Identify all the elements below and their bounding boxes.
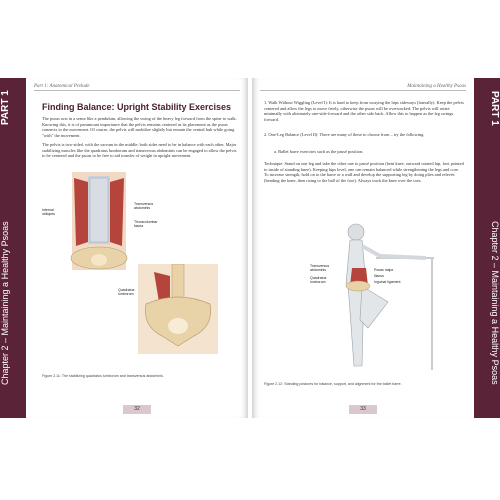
page-number: 32 bbox=[123, 405, 151, 414]
chapter-label: Chapter 2 – Maintaining a Healthy Psoas bbox=[490, 221, 500, 385]
label-thoracolumbar-fascia: Thoracolumbar fascia bbox=[134, 220, 158, 228]
paragraph: The pelvis is two-sided, with the sacrum in the middle; both sides need to be in balance with each other. Major stabilizing muscles like the quadratus lumborum and transversus abdominis can be engaged to allow the pelvis to be centered and the psoas to be free to aid transfer of weight in upright movement. bbox=[42, 142, 237, 159]
chapter-label: Chapter 2 – Maintaining a Healthy Psoas bbox=[0, 221, 10, 385]
right-page bbox=[252, 78, 474, 418]
book-spread bbox=[0, 78, 500, 418]
left-page bbox=[26, 78, 248, 418]
label-quadratus-lumborum: Quadratus lumborum bbox=[118, 288, 135, 296]
figure-caption: Figure 2.12: Standing postures for balance, support, and alignment for the ballet barre. bbox=[264, 382, 402, 386]
right-chapter-tab bbox=[474, 78, 500, 418]
label-inguinal-ligament: Inguinal ligament bbox=[374, 280, 401, 284]
running-head: Part 1: Anatomical Prelude bbox=[34, 84, 240, 91]
list-item: 1. Walk Without Wiggling (Level I): It is hard to keep from swaying the hips sideways (laterally). Keep the pelvis centered and allow the legs to move freely, otherwise the psoas will be overworked. The pelvis will rotate minimally with alternately one-side-forward and the other side back. Allow this to happen as the leg swings forward. bbox=[264, 100, 464, 122]
label-internal-obliques: Internal obliques bbox=[42, 208, 56, 216]
paragraph: The psoas acts in a sense like a pendulum, allowing the swing of the heavy leg forward from the spine to walk. Knowing this, it is of paramount importance that the pelvis remains centered as its placement as the psoas connects to the movement. Of course, the pelvis will mobilize slightly but remain the central hub while going "with" the movement. bbox=[42, 116, 237, 138]
page-number: 33 bbox=[349, 405, 377, 414]
running-head: Maintaining a Healthy Psoas bbox=[260, 84, 466, 91]
list-item: a. Ballet barre exercises such as the passé position. bbox=[274, 149, 364, 154]
part-label: PART 1 bbox=[489, 90, 500, 126]
torso-anatomy-illustration bbox=[66, 172, 132, 270]
label-iliacus: Iliacus bbox=[374, 274, 384, 278]
label-transversus-abdominis: Transversus abdominis bbox=[134, 202, 154, 210]
left-chapter-tab bbox=[0, 78, 26, 418]
ballet-pose-illustration bbox=[316, 220, 436, 370]
list-item: 2. One-Leg Balance (Level II): There are many of these to choose from – try the following. bbox=[264, 132, 425, 137]
label-psoas-major: Psoas major bbox=[374, 268, 394, 272]
label-quadratus-lumborum: Quadratus lumborum bbox=[310, 276, 327, 284]
figure-caption: Figure 2.11: The stabilizing quadratus lumborum and transversus abdominis. bbox=[42, 374, 164, 378]
part-label: PART 1 bbox=[0, 90, 11, 126]
label-transversus-abdominis: Transversus abdominis bbox=[310, 264, 330, 272]
pelvis-anatomy-illustration bbox=[138, 264, 218, 354]
section-heading: Finding Balance: Upright Stability Exercises bbox=[42, 102, 232, 112]
paragraph: Technique: Stand on one leg and take the other one to passé position (bent knee, outward rotated hip, foot pointed to inside of standing knee). Keeping hips level, one can remain balanced while strengthening the legs and core. To increase strength, hold on to the barre or a wall and develop the supporting leg by doing plies and relevés (bending the knee, then rising to the ball of the foot). Always track the knee over the toes. bbox=[264, 161, 464, 183]
